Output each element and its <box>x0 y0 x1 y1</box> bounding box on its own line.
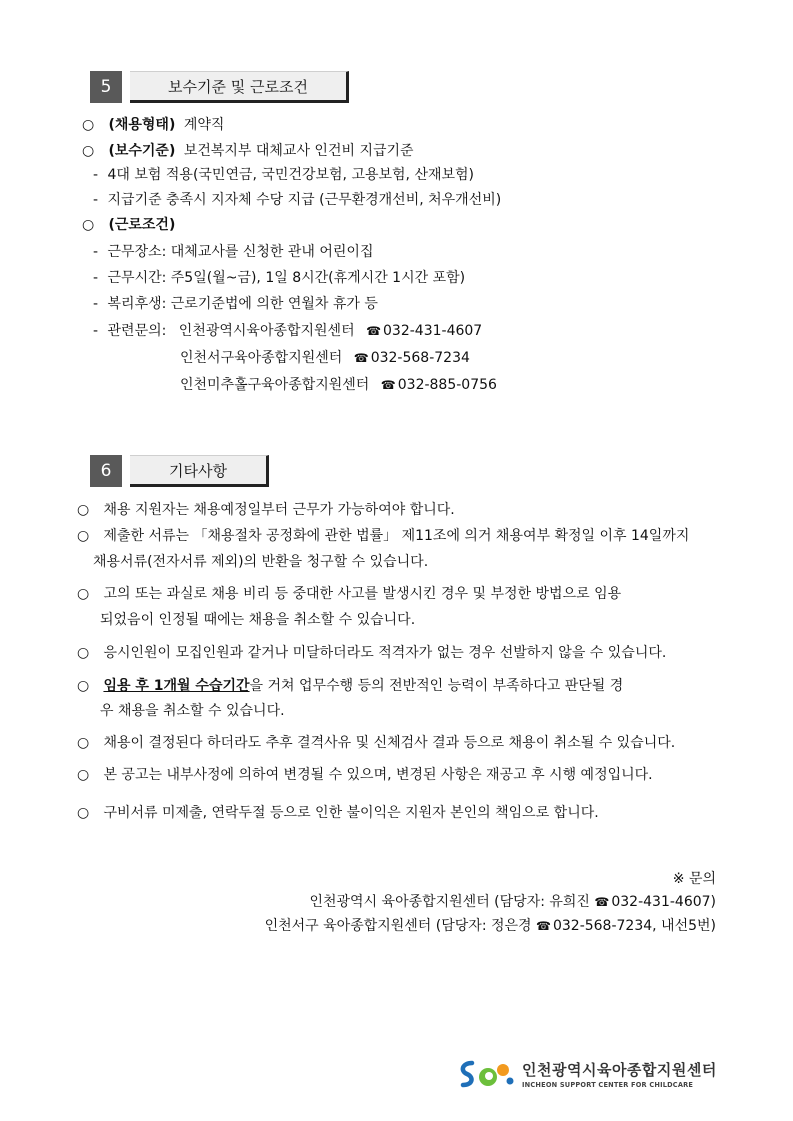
inquiry-line-1: 인천광역시 육아종합지원센터 (담당자: 유희진 ☎ 032-431-4607) <box>309 894 716 910</box>
center-logo-title: 인천광역시육아종합지원센터 <box>522 1061 717 1079</box>
contact-phone-3: 032-885-0756 <box>397 377 497 393</box>
contact-line-3 <box>180 375 497 395</box>
notice-item-8: ○ 구비서류 미제출, 연락두절 등으로 인한 불이익은 지원자 본인의 책임으로 합니다. <box>77 805 599 821</box>
probation-emphasis: 임용 후 1개월 수습기간 <box>103 678 250 694</box>
phone-icon: ☎ <box>380 378 396 392</box>
phone-icon: ☎ <box>366 324 382 338</box>
notice-item-5-line-2: 우 채용을 취소할 수 있습니다. <box>100 703 285 719</box>
notice-item-2-line-2: 채용서류(전자서류 제외)의 반환을 청구할 수 있습니다. <box>93 554 429 570</box>
section-5-header <box>90 71 349 103</box>
contact-phone-1: 032-431-4607 <box>383 323 483 339</box>
employment-type-label: (채용형태) <box>108 117 176 133</box>
section-6-number: 6 <box>90 455 122 487</box>
contact-name-2: 인천서구육아종합지원센터 <box>180 350 343 366</box>
notice-item-6: ○ 채용이 결정된다 하더라도 추후 결격사유 및 신체검사 결과 등으로 채용이 취소될 수 있습니다. <box>77 735 676 751</box>
phone-icon: ☎ <box>353 351 369 365</box>
phone-icon: ☎ <box>594 895 610 909</box>
notice-item-5-line-1: ○ 임용 후 1개월 수습기간을 거쳐 업무수행 등의 전반적인 능력이 부족하다고 판단될 경 <box>77 678 624 694</box>
notice-item-1: ○ 채용 지원자는 채용예정일부터 근무가 가능하여야 합니다. <box>77 502 455 518</box>
pay-standard-label: (보수기준) <box>108 143 176 159</box>
center-logo-subtitle: INCHEON SUPPORT CENTER FOR CHILDCARE <box>522 1081 694 1089</box>
notice-item-4: ○ 응시인원이 모집인원과 같거나 미달하더라도 적격자가 없는 경우 선발하지 않을 수 있습니다. <box>77 645 667 661</box>
contact-name-1: 인천광역시육아종합지원센터 <box>178 323 355 339</box>
employment-type-value: 계약직 <box>183 117 225 133</box>
work-place-line: - 근무장소: 대체교사를 신청한 관내 어린이집 <box>93 244 374 260</box>
inquiry-line-2: 인천서구 육아종합지원센터 (담당자: 정은경 ☎ 032-568-7234, 내선5번) <box>264 918 716 934</box>
phone-icon: ☎ <box>536 919 551 933</box>
notice-item-2-line-1: ○ 제출한 서류는 「채용절차 공정화에 관한 법률」 제11조에 의거 채용여부 확정일 이후 14일까지 <box>77 528 690 544</box>
pay-standard-line: ○ (보수기준) 보건복지부 대체교사 인건비 지급기준 <box>82 143 414 159</box>
welfare-line: - 복리후생: 근로기준법에 의한 연월차 휴가 등 <box>93 296 378 312</box>
employment-type-line: ○ (채용형태) 계약직 <box>82 117 225 133</box>
work-conditions-line: ○ (근로조건) <box>82 217 176 233</box>
section-6-title: 기타사항 <box>130 455 269 487</box>
pay-detail-insurance: - 4대 보험 적용(국민연금, 국민건강보험, 고용보험, 산재보험) <box>93 167 474 183</box>
section-6-header <box>90 455 269 487</box>
contact-name-3: 인천미추홀구육아종합지원센터 <box>180 377 370 393</box>
notice-item-3-line-2: 되었음이 인정될 때에는 채용을 취소할 수 있습니다. <box>100 612 416 628</box>
work-time-line: - 근무시간: 주5일(월~금), 1일 8시간(휴게시간 1시간 포함) <box>93 270 466 286</box>
pay-standard-value: 보건복지부 대체교사 인건비 지급기준 <box>183 143 414 159</box>
contact-phone-2: 032-568-7234 <box>370 350 470 366</box>
section-5-number: 5 <box>90 71 122 103</box>
contact-line-2 <box>180 348 470 368</box>
notice-item-3-line-1: ○ 고의 또는 과실로 채용 비리 등 중대한 사고를 발생시킨 경우 및 부정한 방법으로 임용 <box>77 586 622 602</box>
contact-label: 관련문의: <box>107 323 167 339</box>
inquiry-label: ※ 문의 <box>672 871 716 887</box>
contact-line-1: - 관련문의: 인천광역시육아종합지원센터 ☎ 032-431-4607 <box>93 323 483 339</box>
section-5-title: 보수기준 및 근로조건 <box>130 71 349 103</box>
pay-detail-allowance: - 지급기준 충족시 지자체 수당 지급 (근무환경개선비, 처우개선비) <box>93 192 502 208</box>
notice-item-7: ○ 본 공고는 내부사정에 의하여 변경될 수 있으며, 변경된 사항은 재공고 후 시행 예정입니다. <box>77 767 653 783</box>
center-logo <box>458 1057 717 1091</box>
center-logo-icon <box>458 1057 516 1091</box>
work-conditions-label: (근로조건) <box>108 217 176 233</box>
